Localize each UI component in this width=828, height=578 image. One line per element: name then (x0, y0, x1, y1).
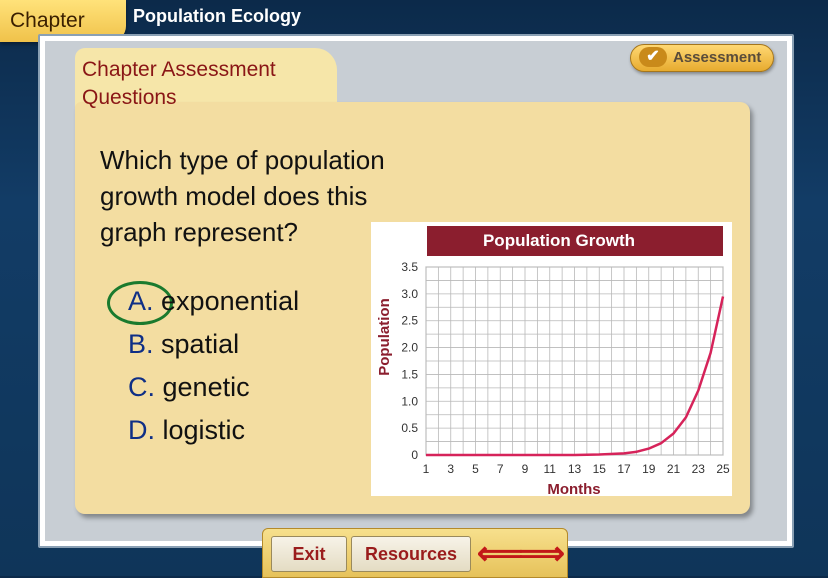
exit-button[interactable]: Exit (271, 536, 347, 572)
folder-title-line2: Questions (82, 86, 177, 109)
answer-option-c[interactable] (128, 366, 299, 409)
folder-title-line1: Chapter Assessment (82, 58, 276, 81)
chart-y-tick-label: 1.5 (401, 367, 418, 382)
chart-x-tick-label: 15 (592, 462, 606, 476)
section-title: Population Ecology (133, 6, 302, 26)
chart-y-tick-label: 2.0 (401, 340, 418, 355)
answer-letter: D. (128, 415, 155, 445)
chart-xlabel: Months (547, 481, 601, 496)
chart-title: Population Growth (482, 231, 636, 250)
chart-x-tick-label: 7 (496, 462, 504, 476)
chart-ylabel: Population (376, 298, 393, 376)
assessment-button-label: Assessment (673, 49, 762, 66)
forward-arrow-icon[interactable]: ⟹ (519, 535, 565, 571)
chart-x-tick-label: 19 (642, 462, 656, 476)
back-arrow-icon[interactable]: ⟸ (477, 535, 523, 571)
answer-option-a[interactable] (128, 280, 299, 323)
chart-x-tick-label: 5 (472, 462, 479, 476)
assessment-button[interactable] (630, 44, 774, 72)
chart-x-tick-label: 17 (617, 462, 631, 476)
answer-letter: B. (128, 329, 154, 359)
folder-title (82, 56, 276, 112)
chapter-label: Chapter (10, 9, 85, 32)
population-growth-chart (371, 222, 732, 496)
chart-svg (371, 222, 732, 496)
answer-text: genetic (162, 372, 250, 402)
question-line1: Which type of population (100, 145, 385, 175)
chart-y-tick-label: 0.5 (401, 421, 418, 436)
answer-list (128, 280, 299, 452)
resources-button[interactable]: Resources (351, 536, 471, 572)
answer-option-b[interactable] (128, 323, 299, 366)
chart-x-tick-label: 3 (447, 462, 455, 476)
answer-option-d[interactable] (128, 409, 299, 452)
answer-letter: C. (128, 372, 155, 402)
question-text (100, 142, 385, 250)
answer-text: logistic (162, 415, 246, 445)
chart-x-tick-label: 25 (716, 462, 730, 476)
answer-letter: A. (128, 286, 154, 316)
chart-y-tick-label: 0 (411, 448, 418, 462)
chart-x-tick-label: 23 (691, 462, 705, 476)
chart-x-tick-label: 11 (543, 462, 556, 476)
chart-y-tick-label: 2.5 (401, 313, 418, 328)
chart-y-tick-label: 3.0 (401, 286, 418, 301)
chart-x-tick-label: 21 (666, 462, 681, 476)
chart-y-tick-label: 3.5 (401, 260, 418, 274)
chart-x-tick-label: 1 (422, 462, 430, 476)
chart-x-tick-label: 9 (521, 462, 529, 476)
checkmark-icon: ✔ (639, 47, 667, 67)
question-line3: graph represent? (100, 217, 299, 247)
chart-x-tick-label: 13 (567, 462, 582, 476)
chart-y-tick-label: 1.0 (401, 394, 418, 409)
question-line2: growth model does this (100, 181, 368, 211)
answer-text: spatial (161, 329, 240, 359)
answer-text: exponential (161, 286, 300, 316)
bottom-nav-bar (262, 528, 568, 578)
